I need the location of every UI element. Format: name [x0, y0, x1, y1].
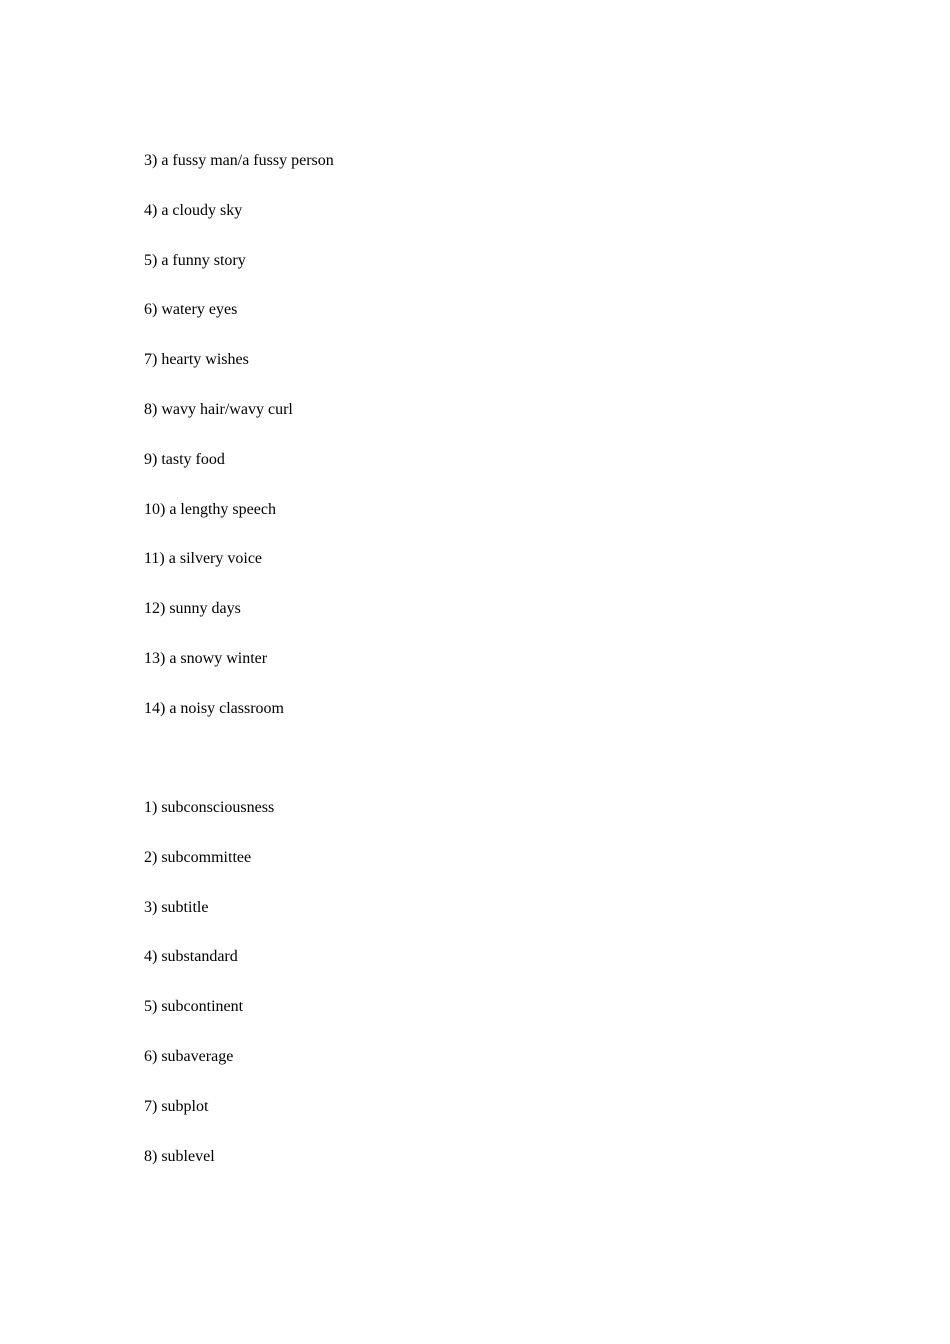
- list-item: 5) a funny story: [144, 251, 246, 269]
- list-item: 11) a silvery voice: [144, 550, 263, 568]
- list-item: 9) tasty food: [144, 450, 225, 468]
- list-item: 10) a lengthy speech: [144, 500, 276, 518]
- list-item: 6) subaverage: [144, 1047, 234, 1065]
- list-item: 14) a noisy classroom: [144, 699, 284, 717]
- list-item: 1) subconsciousness: [144, 799, 275, 816]
- list-item: 3) a fussy man/a fussy person: [144, 152, 334, 169]
- list-item: 8) sublevel: [144, 1147, 215, 1165]
- list-item: 3) subtitle: [144, 898, 209, 916]
- list-item: 7) hearty wishes: [144, 351, 249, 369]
- list-item: 4) substandard: [144, 948, 238, 966]
- list-item: 12) sunny days: [144, 600, 241, 618]
- list-item: 6) watery eyes: [144, 301, 238, 319]
- list-item: 4) a cloudy sky: [144, 201, 243, 219]
- list-item: 5) subcontinent: [144, 998, 244, 1016]
- list-item: 8) wavy hair/wavy curl: [144, 400, 293, 418]
- answer-list-adjectives: [144, 151, 334, 749]
- answer-list-sub-prefix: [144, 798, 274, 1196]
- list-item: 2) subcommittee: [144, 848, 252, 866]
- list-item: 13) a snowy winter: [144, 649, 268, 667]
- list-item: 7) subplot: [144, 1097, 209, 1115]
